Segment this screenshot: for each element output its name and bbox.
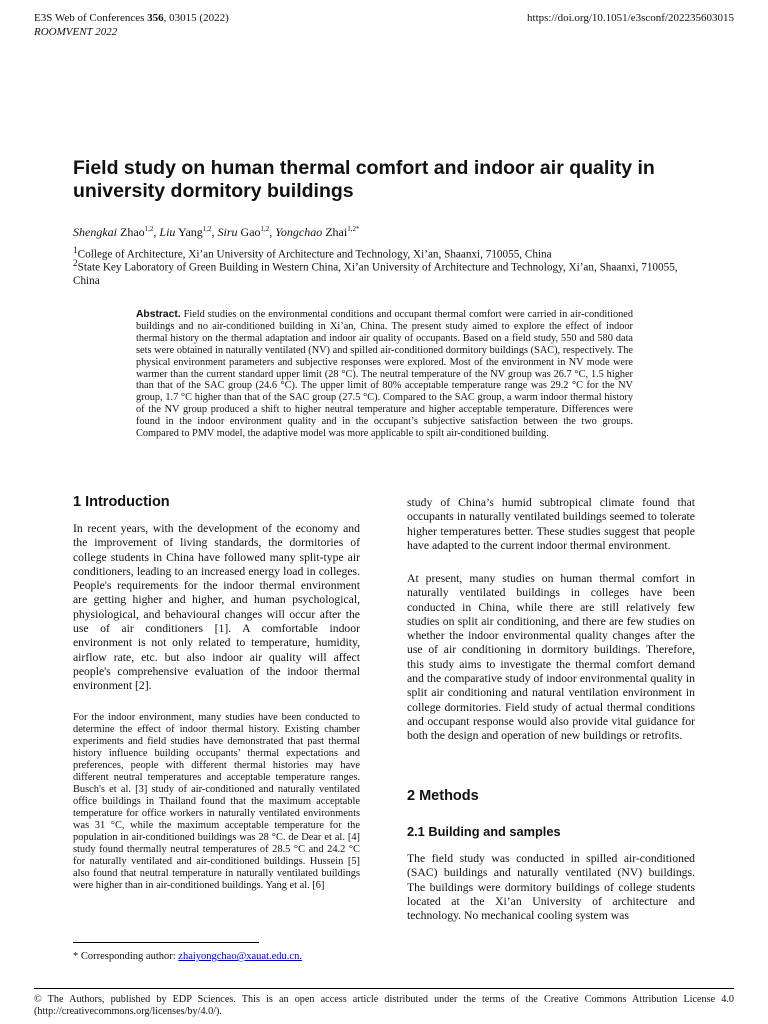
running-header [34, 11, 229, 39]
author-sup: 1,2 [260, 225, 270, 233]
intro-paragraph-4: At present, many studies on human thermal comfort in naturally ventilated buildings in colleges have been conducted in China, while there are still relatively few studies on split air conditioning, and there are few studies on whether the indoor environmental quality changes after the use of air conditioning in dormitory buildings. Therefore, this study aims to investigate the thermal comfort demand and the comparative study of indoor environmental quality in split air conditioning and natural ventilation environment in college dormitories. Field study of actual thermal conditions and occupant response would also provide vital guidance for both the design and operation of new buildings or retrofits. [407, 572, 695, 743]
author-sup: 1,2 [144, 225, 154, 233]
affiliation-sup: 2 [73, 259, 78, 269]
footnote-label: * Corresponding author: [73, 951, 179, 962]
affiliation-text: College of Architecture, Xi’an University of Architecture and Technology, Xi’an, Shaanxi, 710055, China [77, 248, 552, 261]
author-given: Yongchao [275, 225, 323, 239]
author-family: Yang [175, 225, 203, 239]
author-list: Shengkai Zhao$^{1,2}$, Liu Yang$^{1,2}$, Siru Gao$^{1,2}$, Yongchao Zhai$^{1,2*}$ [73, 225, 360, 239]
paper-title: Field study on human thermal comfort and indoor air quality in university dormitory buildings [73, 157, 655, 202]
affiliation-sup: 1 [73, 246, 78, 256]
intro-paragraph-2: For the indoor environment, many studies have been conducted to determine the effect of indoor thermal history. Existing chamber experiments and field studies have demonstrated that past thermal history influence building occupants’ thermal expectations and preferences, people with different thermal histories may have different neutral temperatures and acceptable temperature ranges. Busch's et al. [3] study of air-conditioned and naturally ventilated office buildings in Thailand found that the maximum acceptable temperature for office workers in naturally ventilated environments was 31 °C, while the maximum acceptable temperature for the population in air-conditioned buildings was 28 °C. de Dear et al. [4] study found thermally neutral temperatures of 28.5 °C and 24.2 °C for naturally ventilated and air-conditioned buildings. Hussein [5] also found that neutral temperature in naturally ventilated buildings were higher than in air-conditioned buildings. Yang et al. [6] [73, 712, 360, 891]
conference-name: ROOMVENT 2022 [34, 26, 118, 38]
intro-heading [73, 495, 360, 510]
author-given: Shengkai [73, 225, 117, 239]
methods-heading [407, 789, 695, 804]
intro-paragraph-1: In recent years, with the development of the economy and the improvement of living standards, the dormitories of college students in China have followed many split-type air conditioners, leading to an increased energy load in colleges. People's requirements for the indoor thermal environment are getting higher and higher, and human psychological, physiological, and behavioural changes will occur after the use of air conditioners [1]. A comfortable indoor environment is not only related to temperature, humidity, airflow rate, etc. but also indoor air quality will affect people's comprehensive evaluation of the indoor thermal environment [2]. [73, 522, 360, 693]
footnote [73, 950, 302, 963]
author-family: Zhai [322, 225, 348, 239]
author-sup: 1,2 [202, 225, 212, 233]
abstract-label: Abstract. [136, 309, 181, 320]
section-heading: 2 Methods [407, 788, 479, 804]
intro-paragraph-3: study of China’s humid subtropical climate found that occupants in naturally ventilated buildings seemed to tolerate higher temperatures better. These studies suggest that people have adapted to the current indoor thermal environment. [407, 496, 695, 552]
footnote-divider [73, 942, 259, 943]
section-heading: 1 Introduction [73, 494, 170, 510]
building-heading [407, 825, 695, 840]
affiliation-2 [73, 258, 693, 289]
journal-name: E3S Web of Conferences [34, 12, 145, 24]
author-sup: 1,2* [347, 225, 360, 233]
building-paragraph-1: The field study was conducted in spilled air-conditioned (SAC) buildings and naturally ventilated (NV) buildings. The buildings were dormitory buildings of college students located at the Xi’an University of architecture and technology. No mechanical cooling system was [407, 852, 695, 923]
journal-volume: 356 [147, 12, 164, 24]
author-family: Zhao [117, 225, 145, 239]
author-given: Liu [159, 225, 176, 239]
author-family: Gao [237, 225, 261, 239]
journal-citation [34, 11, 229, 25]
subsection-heading: 2.1 Building and samples [407, 824, 561, 839]
abstract [136, 309, 633, 440]
article-number: , 03015 (2022) [163, 12, 229, 24]
footer-divider [34, 988, 734, 989]
license-text: © The Authors, published by EDP Sciences. This is an open access article distributed under the terms of the Creative Commons Attribution License 4.0 (http://creativecommons.org/licenses/by/4.0/). [34, 994, 734, 1017]
author-given: Siru [217, 225, 238, 239]
affiliation-text: State Key Laboratory of Green Building in Western China, Xi’an University of Architecture and Technology, Xi’an, Shaanxi, 710055, China [73, 261, 678, 288]
doi-link[interactable]: https://doi.org/10.1051/e3sconf/202235603015 [527, 12, 734, 24]
abstract-text: Field studies on the environmental conditions and occupant thermal comfort were carried in air-conditioned buildings and no air-conditioned building in Xi’an, China. The present study aimed to explore the effect of indoor thermal history on the thermal adaptation and indoor air quality of occupants. Based on a field study, 550 and 580 data sets were obtained in naturally ventilated (NV) and spilled air-conditioned dormitory buildings (SAC), respectively. The physical environment parameters and subjective responses were explored. Most of the environment in NV mode were warmer than the current standard upper limit (28 °C). The neutral temperature of the NV group was 26.7 °C, 1.5 higher than that of the SAC group (24.6 °C). The upper limit of 80% acceptable temperature range was 29.2 °C for the NV group, 1.7 °C higher than that of the SAC group (27.5 °C). Compared to the SAC group, a warm indoor thermal history of the NV group produced a shift to higher neutral temperature and higher acceptable temperature. Differences were found in the indoor environment quality and in the occupant’s subjective satisfaction between the two groups. Compared to PMV model, the adaptive model was more applicable to spilt air-conditioned building. [136, 309, 633, 440]
corresponding-email-link[interactable]: zhaiyongchao@xauat.edu.cn. [178, 951, 302, 962]
